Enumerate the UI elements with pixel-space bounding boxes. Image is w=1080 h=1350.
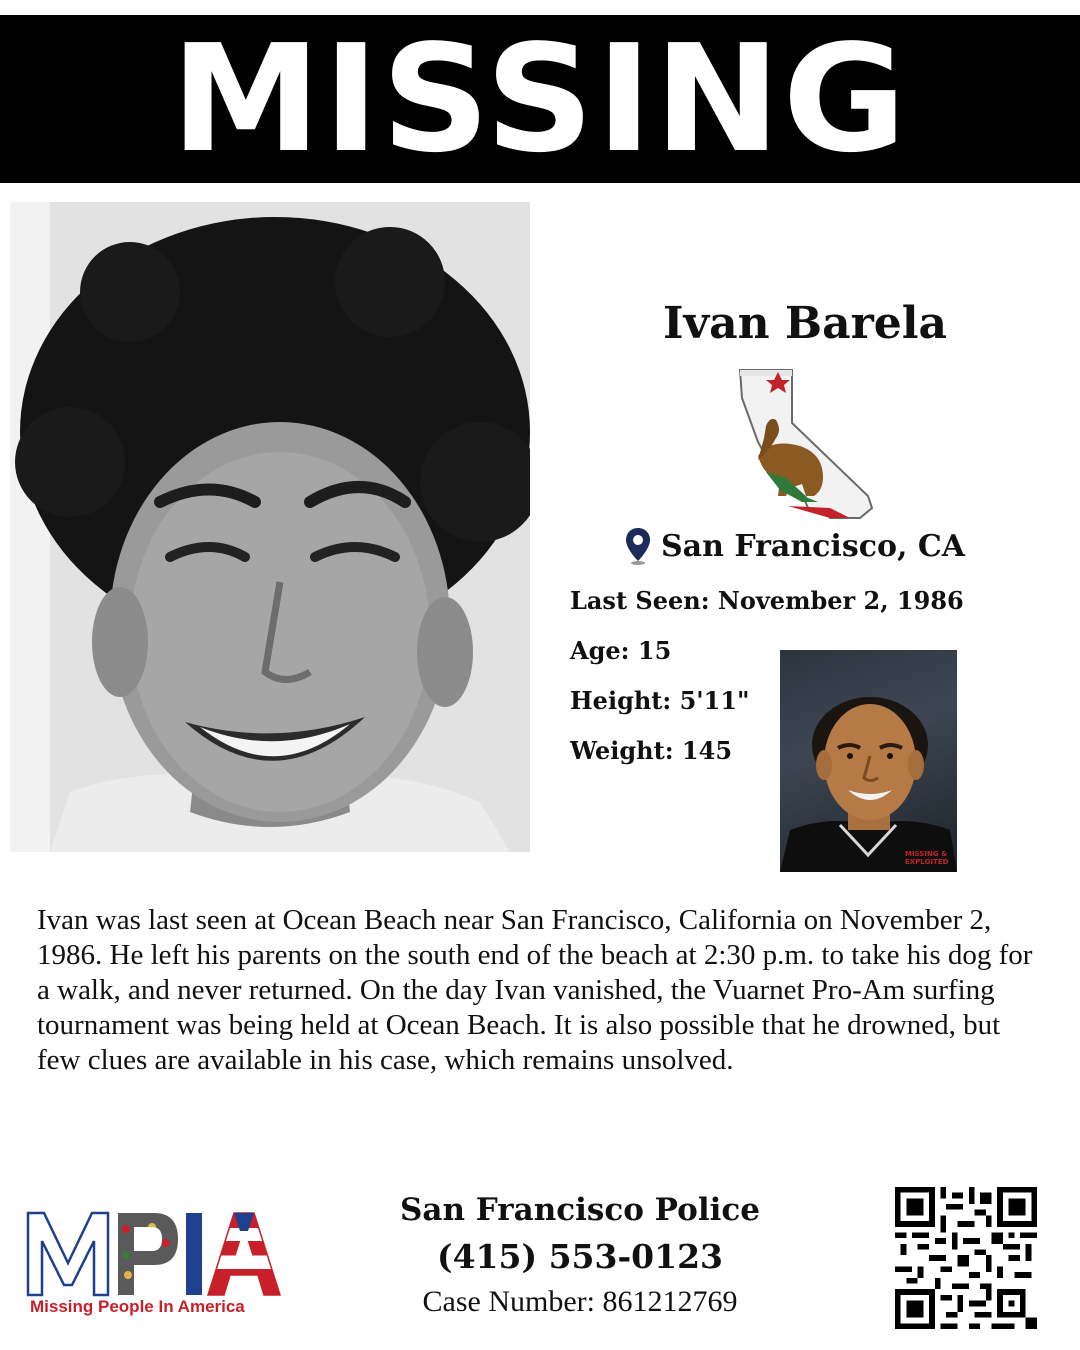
portrait-image	[10, 202, 530, 852]
age-value: Age: 15	[570, 636, 672, 665]
contact-agency: San Francisco Police	[400, 1192, 760, 1228]
logo-tagline: Missing People In America	[30, 1297, 245, 1316]
california-flag-map	[730, 368, 880, 528]
case-number: Case Number: 861212769	[422, 1285, 738, 1318]
missing-banner	[0, 15, 1080, 183]
location-pin-icon	[625, 527, 651, 565]
person-name: Ivan Barela	[662, 298, 948, 349]
mpia-logo-letters	[22, 1205, 282, 1297]
last-location	[560, 527, 1030, 565]
missing-person-photo	[10, 202, 530, 852]
banner-title: MISSING	[171, 13, 909, 185]
qr-code[interactable]	[895, 1187, 1037, 1329]
age-progressed-portrait	[780, 650, 957, 872]
case-description: Ivan was last seen at Ocean Beach near San Francisco, California on November 2, 1986. He left his parents on the south end of the beach at 2:30 p.m. to take his dog for a walk, and never returned. On the day Ivan vanished, the Vuarnet Pro-Am surfing tournament was being held at Ocean Beach. It is also possible that he drowned, but few clues are available in his case, which remains unsolved.	[37, 904, 1033, 1076]
watermark: MISSING & EXPLOITED	[905, 850, 949, 866]
height-value: Height: 5'11"	[570, 686, 750, 715]
weight-value: Weight: 145	[570, 736, 733, 765]
age-progression-photo	[780, 650, 957, 872]
location-text: San Francisco, CA	[660, 528, 966, 564]
mpia-logo	[22, 1205, 282, 1325]
contact-block	[360, 1188, 800, 1322]
contact-phone[interactable]: (415) 553-0123	[436, 1237, 724, 1276]
last-seen-date: Last Seen: November 2, 1986	[570, 586, 964, 615]
